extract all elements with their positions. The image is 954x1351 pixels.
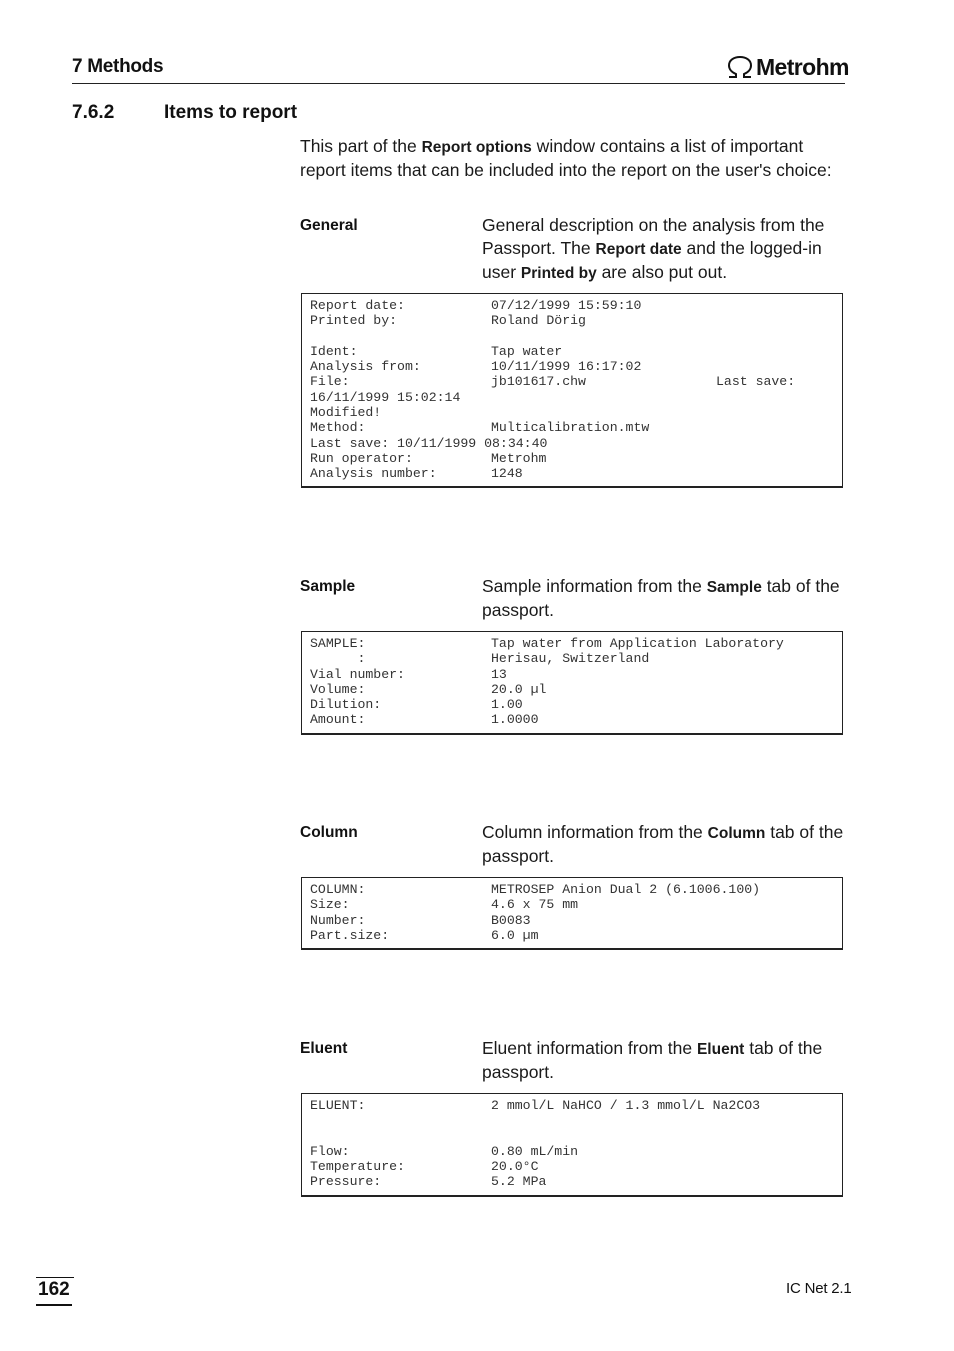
report-row: ELUENT: 2 mmol/L NaHCO / 1.3 mmol/L Na2CO3 xyxy=(310,1098,761,1113)
brand-name: Metrohm xyxy=(756,53,849,80)
sample-label: Sample xyxy=(300,578,356,595)
report-row: Volume: 20.0 µl xyxy=(310,681,547,697)
brand-logo xyxy=(726,54,849,80)
report-row: Analysis number: 1248 xyxy=(310,466,523,482)
general-desc-3: are also put out. xyxy=(596,262,728,282)
report-row xyxy=(310,329,842,344)
section-number: 7.6.2 xyxy=(72,102,115,123)
report-row: Vial number: 13 xyxy=(310,666,507,682)
product-name: IC Net 2.1 xyxy=(786,1280,852,1297)
report-row: Pressure: 5.2 MPa xyxy=(310,1174,547,1190)
column-label: Column xyxy=(300,824,358,841)
report-row: COLUMN: METROSEP Anion Dual 2 (6.1006.100) xyxy=(310,882,761,897)
eluent-desc-term: Eluent xyxy=(696,1041,745,1058)
report-row: SAMPLE: Tap water from Application Laboratory xyxy=(310,636,784,651)
general-desc-1: General description on the analysis from the Passport. The xyxy=(482,215,825,258)
intro-text-1: This part of the xyxy=(300,136,422,156)
report-row: Amount: 1.0000 xyxy=(310,712,539,728)
report-row: Method: Multicalibration.mtw xyxy=(310,420,650,436)
report-row: 16/11/1999 15:02:14 xyxy=(310,389,461,405)
report-row: File: jb101617.chw Last save: xyxy=(310,374,796,390)
report-row: : Herisau, Switzerland xyxy=(310,651,650,667)
page-number-rule xyxy=(36,1277,74,1278)
eluent-description xyxy=(482,1037,852,1084)
report-row xyxy=(310,1113,842,1128)
report-row xyxy=(310,1129,842,1144)
eluent-desc-2: tab of the passport. xyxy=(482,1038,823,1082)
sample-desc-2: tab of the passport. xyxy=(482,576,840,620)
general-desc-term-2: Printed by xyxy=(520,265,597,282)
column-desc-term: Column xyxy=(707,825,766,842)
intro-text-2: window contains a list of important report items that can be included into the report on the user's choice: xyxy=(300,136,832,180)
general-report-box xyxy=(301,293,843,487)
report-row: Temperature: 20.0°C xyxy=(310,1159,539,1175)
report-row: Modified! xyxy=(310,405,382,421)
eluent-label: Eluent xyxy=(300,1040,348,1057)
general-desc-2: and the logged-in user xyxy=(482,238,822,282)
sample-report-box xyxy=(301,631,843,734)
intro-ui-term: Report options xyxy=(421,139,532,156)
sample-desc-term: Sample xyxy=(706,579,762,596)
intro-paragraph xyxy=(300,135,845,182)
report-row: Analysis from: 10/11/1999 16:17:02 xyxy=(310,359,642,375)
report-row: Dilution: 1.00 xyxy=(310,697,523,713)
report-row: Last save: 10/11/1999 08:34:40 xyxy=(310,435,548,451)
section-title: Items to report xyxy=(164,102,298,123)
report-row: Printed by: Roland Dörig xyxy=(310,313,586,329)
column-report-box xyxy=(301,877,843,949)
report-row: Ident: Tap water xyxy=(310,343,563,359)
sample-desc-1: Sample information from the xyxy=(482,576,707,596)
omega-icon xyxy=(726,55,754,79)
sample-description xyxy=(482,575,852,622)
eluent-desc-1: Eluent information from the xyxy=(482,1038,697,1058)
column-desc-1: Column information from the xyxy=(482,822,708,842)
report-row: Number: B0083 xyxy=(310,912,531,928)
eluent-report-box xyxy=(301,1093,843,1196)
report-row: Size: 4.6 x 75 mm xyxy=(310,897,579,913)
column-description xyxy=(482,821,852,868)
general-desc-term-1: Report date xyxy=(595,241,682,258)
header-divider xyxy=(72,83,845,84)
general-description xyxy=(482,214,852,285)
report-row: Part.size: 6.0 µm xyxy=(310,927,539,943)
page-number: 162 xyxy=(36,1279,72,1306)
general-label: General xyxy=(300,217,358,234)
chapter-heading: 7 Methods xyxy=(72,56,164,77)
report-row: Flow: 0.80 mL/min xyxy=(310,1143,579,1159)
report-row: Run operator: Metrohm xyxy=(310,450,547,466)
report-row: Report date: 07/12/1999 15:59:10 xyxy=(310,298,642,313)
column-desc-2: tab of the passport. xyxy=(482,822,844,866)
